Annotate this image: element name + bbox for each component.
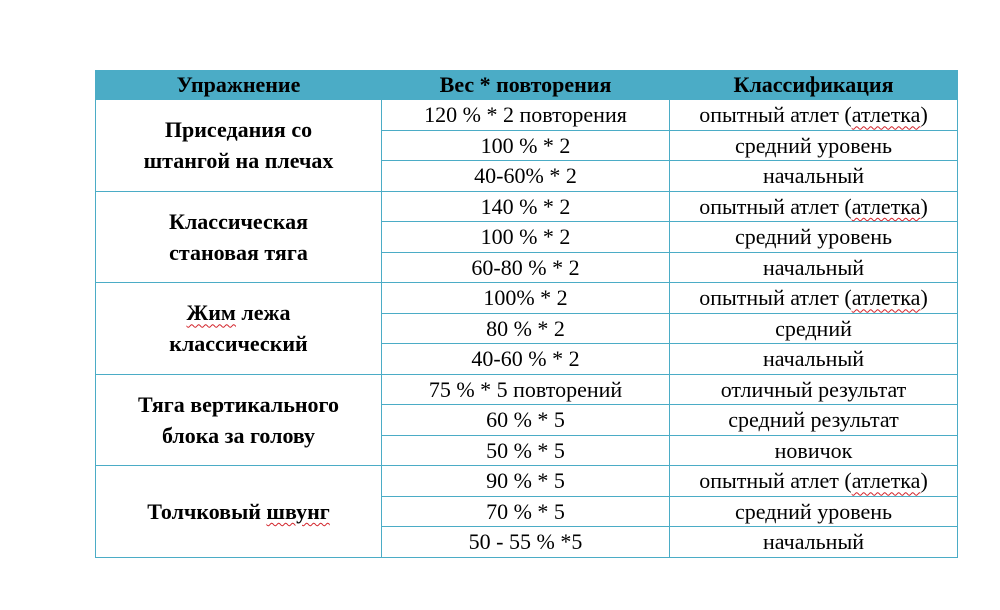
classification-text: средний	[775, 315, 852, 341]
exercise-cell	[96, 466, 382, 558]
classification-cell	[670, 466, 958, 497]
classification-cell	[670, 496, 958, 527]
header-classification: Классификация	[670, 70, 958, 100]
classification-cell	[670, 435, 958, 466]
classification-cell	[670, 405, 958, 436]
exercise-name-part: Толчковый	[147, 498, 267, 524]
exercise-cell	[96, 100, 382, 192]
weight-reps-cell: 75 % * 5 повторений	[382, 374, 670, 405]
classification-cell	[670, 313, 958, 344]
exercise-name: Классическая становая тяга	[169, 208, 308, 265]
classification-cell	[670, 222, 958, 253]
classification-text: начальный	[762, 163, 865, 189]
classification-text: )	[920, 468, 928, 494]
classification-text: средний уровень	[734, 132, 893, 158]
exercise-name-flagged-word: швунг	[266, 498, 330, 524]
weight-reps-cell: 40-60 % * 2	[382, 344, 670, 375]
classification-cell	[670, 161, 958, 192]
weight-reps-cell: 100 % * 2	[382, 130, 670, 161]
weight-reps-cell: 140 % * 2	[382, 191, 670, 222]
classification-text: )	[920, 285, 928, 311]
weight-reps-cell: 100 % * 2	[382, 222, 670, 253]
exercise-name	[124, 496, 354, 527]
exercise-name-flagged-word: Жим	[186, 300, 236, 326]
exercise-name: Тяга вертикального блока за голову	[138, 391, 339, 448]
classification-text: отличный результат	[720, 376, 907, 402]
table-body	[96, 100, 958, 558]
classification-text: опытный атлет (	[699, 468, 852, 494]
classification-text: опытный атлет (	[699, 285, 852, 311]
classification-text: средний уровень	[734, 224, 893, 250]
classification-cell	[670, 527, 958, 558]
header-exercise: Упражнение	[96, 70, 382, 100]
table-row	[96, 466, 958, 497]
weight-reps-cell: 60 % * 5	[382, 405, 670, 436]
classification-flagged-word: атлетка	[851, 468, 921, 494]
classification-text: начальный	[762, 529, 865, 555]
classification-cell	[670, 344, 958, 375]
strength-standards-table	[95, 70, 958, 558]
table-row	[96, 191, 958, 222]
classification-cell	[670, 191, 958, 222]
classification-text: опытный атлет (	[699, 193, 852, 219]
exercise-name: Приседания со штангой на плечах	[143, 117, 334, 174]
table-row	[96, 100, 958, 131]
weight-reps-cell: 60-80 % * 2	[382, 252, 670, 283]
header-row	[96, 70, 958, 100]
classification-text: )	[920, 102, 928, 128]
header-weight-reps: Вес * повторения	[382, 70, 670, 100]
classification-cell	[670, 100, 958, 131]
classification-cell	[670, 130, 958, 161]
weight-reps-cell: 90 % * 5	[382, 466, 670, 497]
weight-reps-cell: 100% * 2	[382, 283, 670, 314]
weight-reps-cell: 50 % * 5	[382, 435, 670, 466]
classification-text: начальный	[762, 346, 865, 372]
classification-cell	[670, 283, 958, 314]
exercise-name-part: лежа классический	[169, 300, 308, 357]
exercise-cell	[96, 374, 382, 466]
weight-reps-cell: 40-60% * 2	[382, 161, 670, 192]
exercise-cell	[96, 283, 382, 375]
table-row	[96, 283, 958, 314]
classification-text: средний уровень	[734, 498, 893, 524]
classification-text: средний результат	[728, 407, 899, 433]
classification-flagged-word: атлетка	[851, 193, 921, 219]
table-row	[96, 374, 958, 405]
classification-cell	[670, 374, 958, 405]
exercise-cell	[96, 191, 382, 283]
classification-text: начальный	[762, 254, 865, 280]
weight-reps-cell: 120 % * 2 повторения	[382, 100, 670, 131]
weight-reps-cell: 80 % * 2	[382, 313, 670, 344]
weight-reps-cell: 70 % * 5	[382, 496, 670, 527]
exercise-name	[124, 297, 354, 359]
classification-text: новичок	[774, 437, 853, 463]
classification-text: )	[920, 193, 928, 219]
classification-flagged-word: атлетка	[851, 102, 921, 128]
classification-text: опытный атлет (	[699, 102, 852, 128]
classification-flagged-word: атлетка	[851, 285, 921, 311]
classification-cell	[670, 252, 958, 283]
weight-reps-cell: 50 - 55 % *5	[382, 527, 670, 558]
